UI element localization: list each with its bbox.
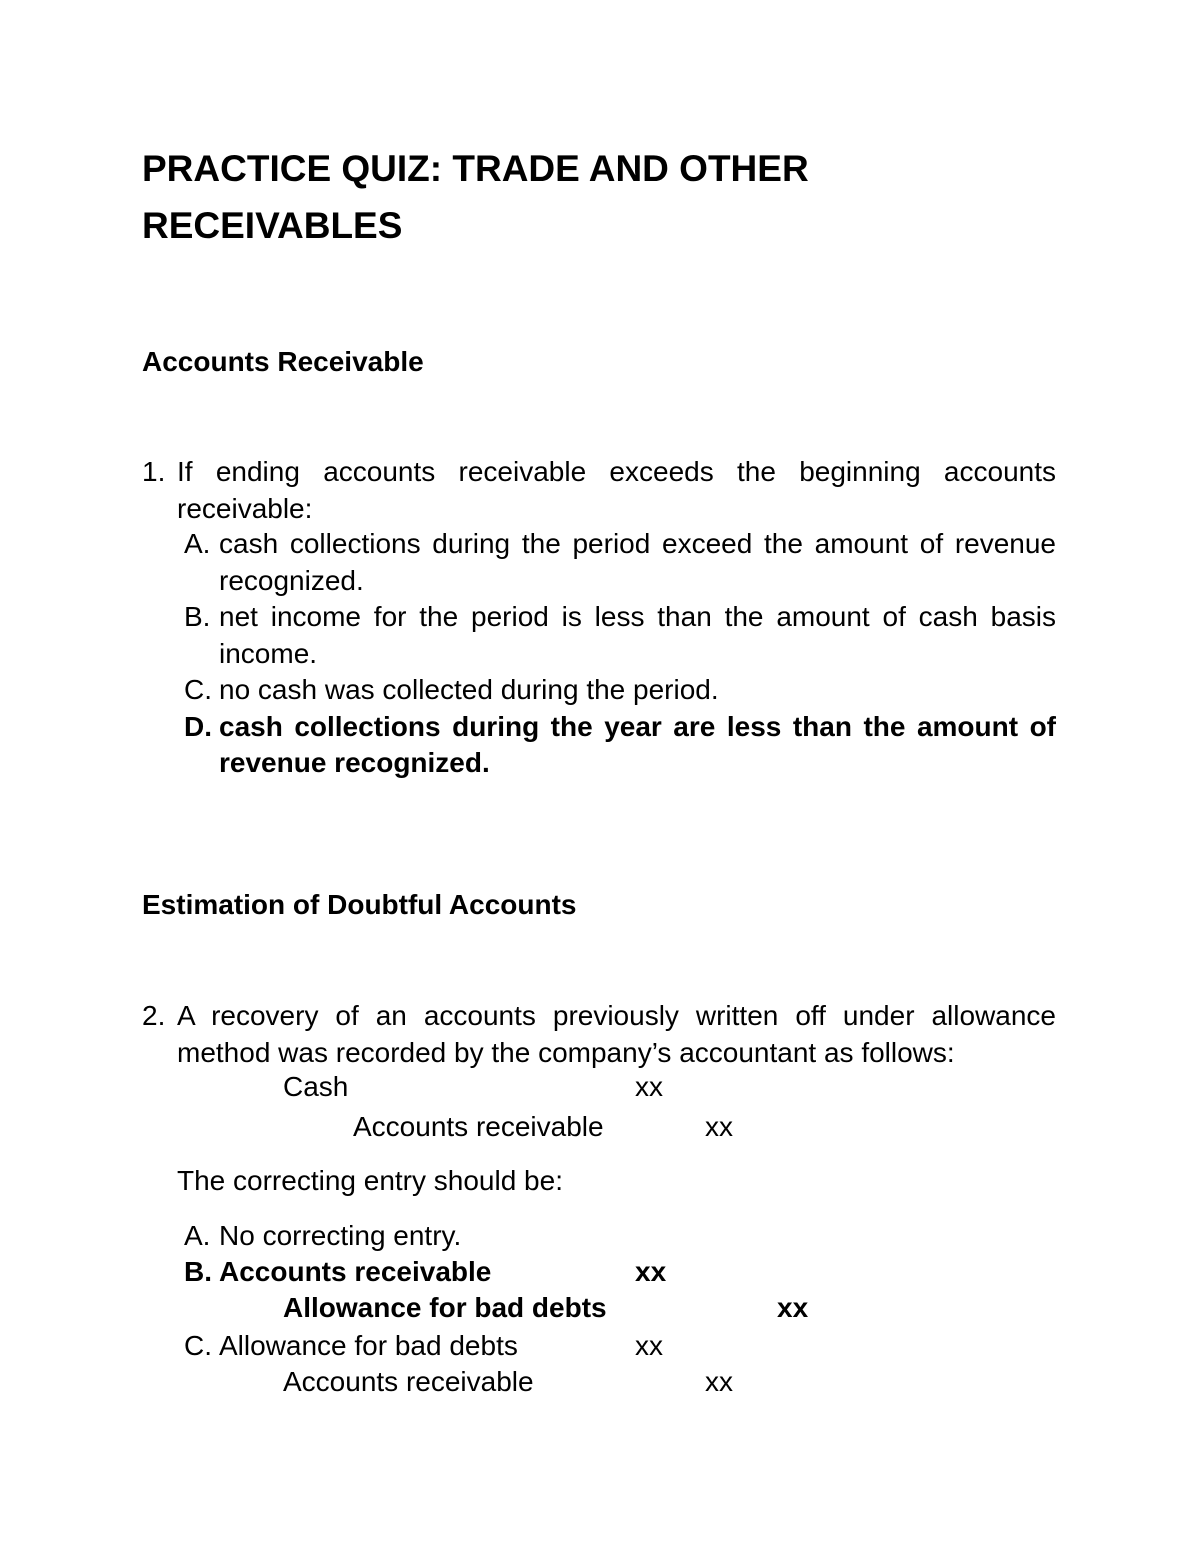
option-letter: B.: [184, 601, 211, 632]
option-text: no cash was collected during the period.: [219, 674, 719, 705]
option-c-debit-account: Allowance for bad debts: [219, 1330, 518, 1361]
option-text: cash collections during the year are less than the amount of revenue recognized.: [219, 710, 1056, 778]
option-text: net income for the period is less than the amount of cash basis income.: [219, 601, 1056, 669]
option-a-letter: A.: [184, 1220, 211, 1251]
question-2-prompt: The correcting entry should be:: [177, 1165, 563, 1196]
option-b-credit-amount: xx: [777, 1292, 809, 1323]
option-d-answer: [184, 709, 1056, 782]
question-2: [142, 997, 1056, 1071]
question-1-options: [184, 526, 1056, 782]
question-number: 1.: [142, 456, 166, 487]
entry-credit-account: Accounts receivable: [353, 1111, 604, 1142]
question-1: [142, 453, 1056, 527]
option-b-debit-account: Accounts receivable: [219, 1256, 492, 1287]
option-a-text: No correcting entry.: [219, 1220, 462, 1251]
question-text: If ending accounts receivable exceeds the beginning accounts receivable:: [177, 456, 1056, 524]
section-heading-doubtful-accounts: Estimation of Doubtful Accounts: [142, 889, 577, 920]
question-number: 2.: [142, 1000, 166, 1031]
entry-credit-amount: xx: [705, 1111, 733, 1142]
option-b: [184, 599, 1056, 672]
option-b-letter: B.: [184, 1256, 212, 1287]
section-heading-accounts-receivable: Accounts Receivable: [142, 346, 424, 377]
entry-debit-amount: xx: [635, 1071, 663, 1102]
document-title: PRACTICE QUIZ: TRADE AND OTHER RECEIVABLES: [142, 148, 809, 246]
option-c-credit-amount: xx: [705, 1366, 733, 1397]
option-letter: A.: [184, 528, 211, 559]
option-c-credit-account: Accounts receivable: [283, 1366, 534, 1397]
option-b-credit-account: Allowance for bad debts: [283, 1292, 607, 1323]
option-text: cash collections during the period exceed the amount of revenue recognized.: [219, 528, 1056, 596]
option-c: [184, 672, 1056, 709]
option-letter: C.: [184, 674, 212, 705]
option-c-letter: C.: [184, 1330, 212, 1361]
option-c-debit-amount: xx: [635, 1330, 663, 1361]
question-text: A recovery of an accounts previously written off under allowance method was recorded by the company’s accountant as follows:: [177, 1000, 1056, 1068]
option-b-debit-amount: xx: [635, 1256, 667, 1287]
entry-debit-account: Cash: [283, 1071, 349, 1102]
option-a: [184, 526, 1056, 599]
option-letter: D.: [184, 710, 212, 742]
